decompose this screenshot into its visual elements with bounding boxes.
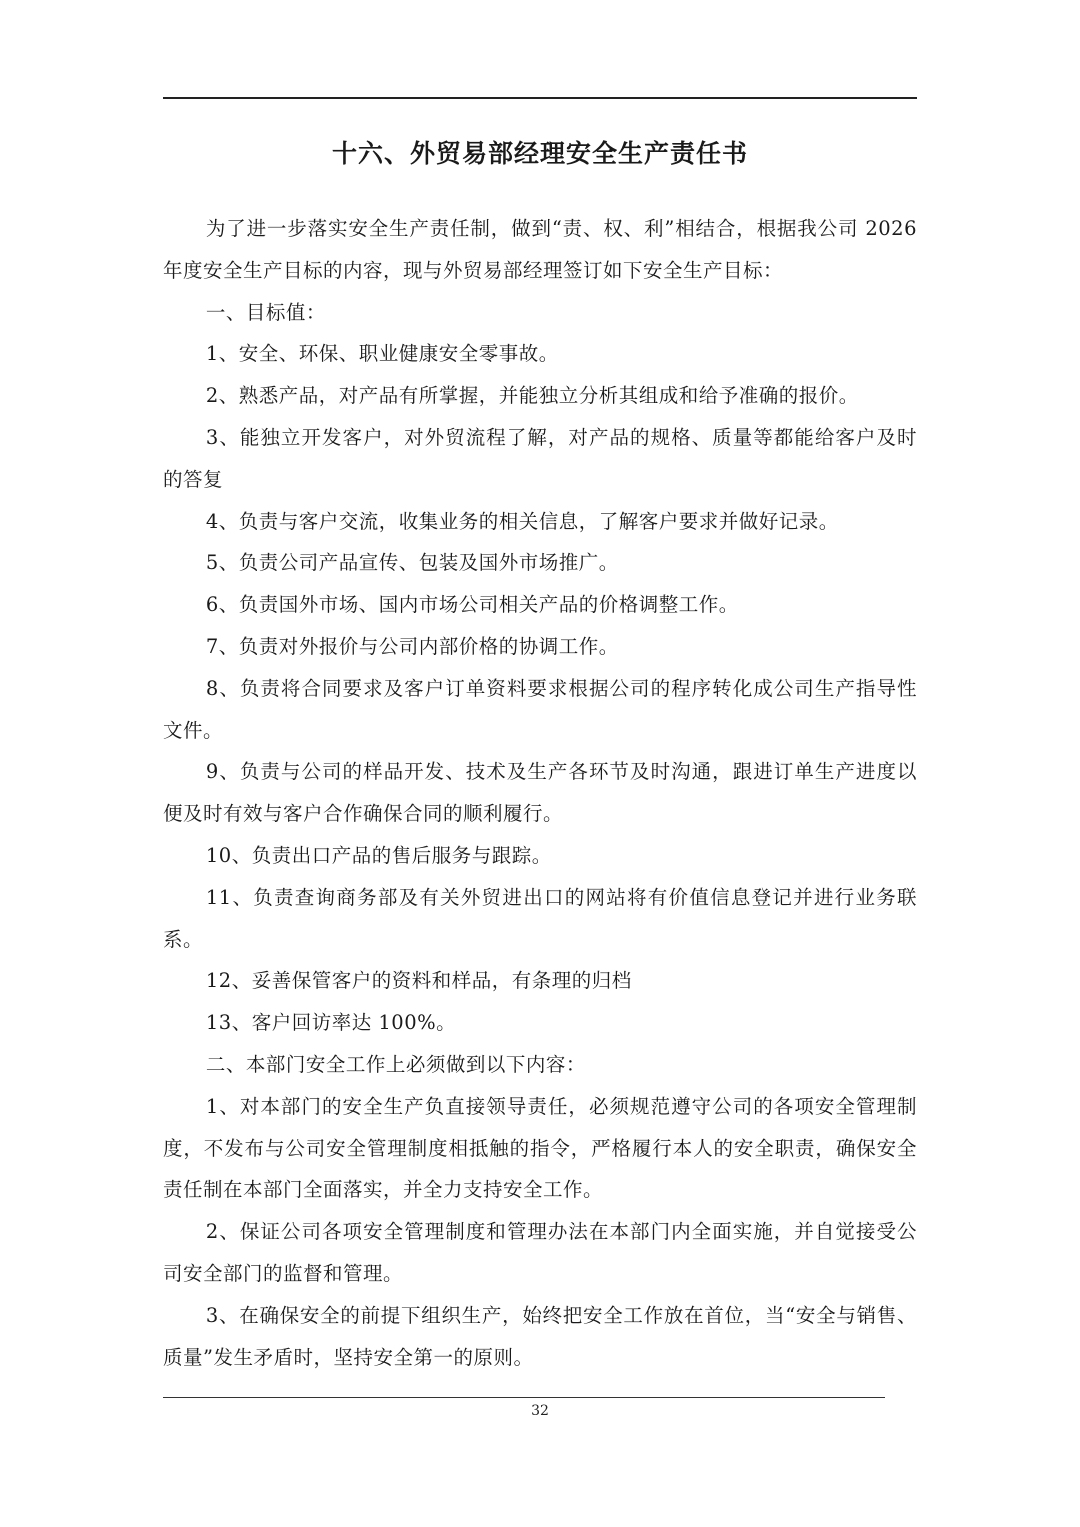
header-rule — [163, 97, 917, 99]
target-item: 8、负责将合同要求及客户订单资料要求根据公司的程序转化成公司生产指导性文件。 — [163, 676, 917, 742]
target-item: 2、熟悉产品，对产品有所掌握，并能独立分析其组成和给予准确的报价。 — [205, 384, 859, 408]
section-heading-targets: 一、目标值： — [205, 300, 326, 324]
target-item: 3、能独立开发客户，对外贸流程了解，对产品的规格、质量等都能给客户及时的答复 — [163, 425, 917, 491]
section-heading-requirements: 二、本部门安全工作上必须做到以下内容： — [205, 1052, 586, 1076]
target-item: 9、负责与公司的样品开发、技术及生产各环节及时沟通，跟进订单生产进度以便及时有效与客户合作确保合同的顺利履行。 — [163, 760, 917, 826]
target-item: 13、客户回访率达 100%。 — [205, 1011, 457, 1035]
target-item: 1、安全、环保、职业健康安全零事故。 — [205, 342, 559, 366]
requirement-item: 2、保证公司各项安全管理制度和管理办法在本部门内全面实施，并自觉接受公司安全部门的监督和管理。 — [163, 1220, 917, 1285]
target-item: 11、负责查询商务部及有关外贸进出口的网站将有价值信息登记并进行业务联系。 — [163, 885, 917, 951]
target-item: 10、负责出口产品的售后服务与跟踪。 — [205, 843, 552, 867]
requirement-item: 3、在确保安全的前提下组织生产，始终把安全工作放在首位，当“安全与销售、质量”发生矛盾时，坚持安全第一的原则。 — [163, 1303, 917, 1369]
target-item: 5、负责公司产品宣传、包装及国外市场推广。 — [205, 551, 619, 575]
target-item: 12、妥善保管客户的资料和样品，有条理的归档 — [205, 969, 632, 993]
target-item: 7、负责对外报价与公司内部价格的协调工作。 — [205, 634, 619, 658]
footer-rule — [163, 1397, 885, 1398]
intro-paragraph: 为了进一步落实安全生产责任制，做到“责、权、利”相结合，根据我公司 2026 年度安全生产目标的内容，现与外贸易部经理签订如下安全生产目标： — [163, 217, 917, 282]
target-item: 6、负责国外市场、国内市场公司相关产品的价格调整工作。 — [205, 593, 739, 617]
requirement-item: 1、对本部门的安全生产负直接领导责任，必须规范遵守公司的各项安全管理制度，不发布与公司安全管理制度相抵触的指令，严格履行本人的安全职责，确保安全责任制在本部门全面落实，并全力支持安全工作。 — [163, 1094, 917, 1202]
page-title: 十六、外贸易部经理安全生产责任书 — [331, 139, 748, 168]
document-body — [163, 208, 917, 1378]
page-number: 32 — [531, 1403, 549, 1419]
target-item: 4、负责与客户交流，收集业务的相关信息，了解客户要求并做好记录。 — [205, 509, 839, 533]
